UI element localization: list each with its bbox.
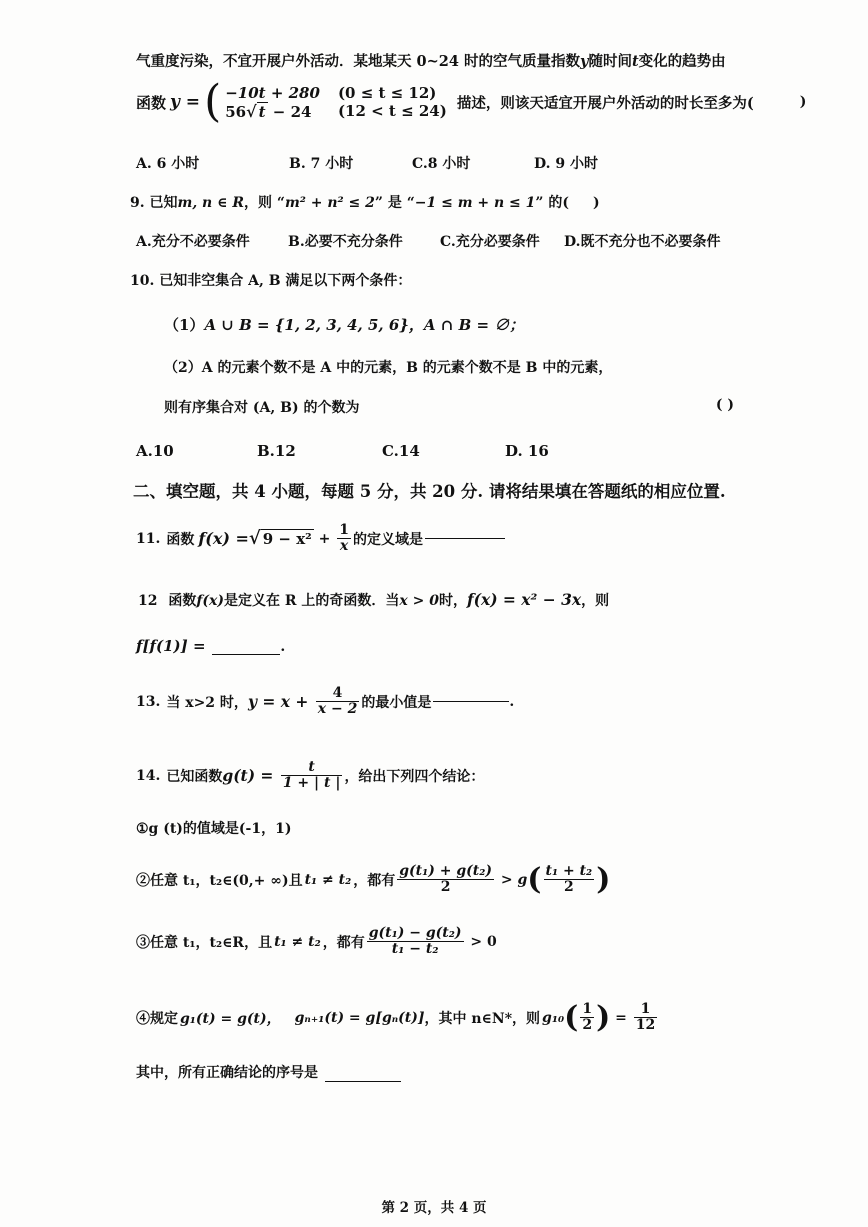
- answer-blank[interactable]: [212, 654, 280, 655]
- question-number: 10.: [130, 273, 155, 289]
- option-d: D. 16: [505, 442, 549, 460]
- option-c: C.充分必要条件: [440, 234, 540, 250]
- q10-condition-2: （2）A 的元素个数不是 A 中的元素，B 的元素个数不是 B 中的元素，: [164, 360, 613, 376]
- answer-blank[interactable]: [325, 1081, 401, 1082]
- left-brace: (: [204, 76, 222, 127]
- piece-row: −10t + 280 (0 ≤ t ≤ 12): [225, 83, 437, 102]
- fraction: $\frac{t}{1 + | t |}$: [282, 759, 341, 792]
- option-d: D.既不充分也不必要条件: [564, 234, 721, 250]
- fraction: $\frac{1}{x}$: [339, 522, 349, 555]
- question-number: 13.: [136, 693, 161, 710]
- answer-blank[interactable]: [425, 538, 505, 539]
- option-c: C.8 小时: [412, 156, 471, 172]
- fraction: $\frac{1}{12}$: [635, 1000, 656, 1033]
- q14-stem: 14. 已知函数 g(t) = $\frac{t}{1 + | t |}$ ，给出下列四个结论：: [136, 759, 485, 792]
- option-a: A. 6 小时: [136, 156, 200, 172]
- piece-row: 56√ t − 24 (12 < t ≤ 24): [225, 101, 447, 121]
- question-number: 11.: [136, 530, 161, 547]
- option-b: B.12: [257, 442, 296, 460]
- option-b: B. 7 小时: [289, 156, 354, 172]
- q8-intro-line: 气重度污染，不宜开展户外活动．某地某天 0~24 时的空气质量指数y随时间t变化的趋势由: [136, 53, 726, 70]
- q12-line2: f[f(1)] = .: [136, 637, 286, 655]
- option-a: A.10: [136, 442, 174, 460]
- option-a: A.充分不必要条件: [136, 234, 250, 250]
- q14-conclusion-2: ②任意 t₁，t₂∈(0,+ ∞)且 t₁ ≠ t₂ ，都有 $\frac{\text{g(t₁) + g(t₂)}}{2}$ > g ( $\frac{\text{t₁ + t₂}}{2}$ ): [136, 862, 611, 897]
- piecewise-table: [221, 84, 451, 121]
- q14-conclusion-1: ①g (t)的值域是(-1，1): [136, 821, 292, 837]
- q12: 12 函数f(x)是定义在 R 上的奇函数．当x > 0时，f(x) = x² − 3x，则: [138, 590, 610, 609]
- fraction: $\frac{\text{t₁ + t₂}}{2}$: [545, 862, 593, 895]
- answer-blank[interactable]: [433, 701, 509, 702]
- fraction: $\frac{1}{2}$: [582, 1000, 593, 1033]
- question-number: 14.: [136, 767, 161, 784]
- question-number: 12: [138, 593, 158, 609]
- q8-piecewise-function: 函数 y = ( −10t + 280 (0 ≤ t ≤ 12) 56√ t − 24 (12 < t ≤ 24) 描述，则该天适宜开展户外活动的时长至多为( ): [136, 76, 807, 127]
- section-heading: 二、填空题，共 4 小题，每题 5 分，共 20 分. 请将结果填在答题纸的相应位置.: [133, 482, 726, 501]
- question-number: 9.: [130, 195, 145, 211]
- q14-conclusion-4: ④规定 g₁(t) = g(t)， gₙ₊₁(t) = g[gₙ(t)] ，其中 n∈N*，则 g₁₀ ( $\frac{1}{2}$ ) = $\frac{1}{12}$: [136, 1000, 656, 1035]
- q10-condition-1: （1）A ∪ B = {1, 2, 3, 4, 5, 6}，A ∩ B = ∅；: [164, 316, 525, 334]
- q14-conclusion-3: ③任意 t₁，t₂∈R，且 t₁ ≠ t₂ ，都有 $\frac{\text{g(t₁) − g(t₂)}}{\text{t₁ − t₂}}$ > 0: [136, 925, 497, 958]
- q14-final: 其中，所有正确结论的序号是: [136, 1062, 401, 1082]
- fraction: $\frac{4}{x - 2}$: [317, 685, 358, 718]
- page-footer: 第 2 页，共 4 页: [381, 1200, 487, 1216]
- q10-stem: 10. 已知非空集合 A, B 满足以下两个条件：: [130, 273, 412, 289]
- q9-stem: 9. 已知m, n ∈ R，则 “m² + n² ≤ 2” 是 “−1 ≤ m + n ≤ 1” 的( ): [130, 195, 600, 211]
- fraction: $\frac{\text{g(t₁) + g(t₂)}}{2}$: [399, 862, 493, 895]
- fraction: $\frac{\text{g(t₁) − g(t₂)}}{\text{t₁ − t₂}}$: [368, 925, 462, 958]
- q13: 13. 当 x>2 时， y = x + $\frac{4}{x - 2}$ 的最小值是 .: [136, 685, 515, 718]
- q11: 11. 函数 f(x) = √ 9 − x² + $\frac{1}{x}$ 的定义域是: [136, 523, 505, 555]
- q10-ask: 则有序集合对 (A, B) 的个数为 ( ): [164, 397, 734, 416]
- option-d: D. 9 小时: [534, 156, 599, 172]
- option-b: B.必要不充分条件: [288, 234, 403, 250]
- option-c: C.14: [382, 442, 420, 460]
